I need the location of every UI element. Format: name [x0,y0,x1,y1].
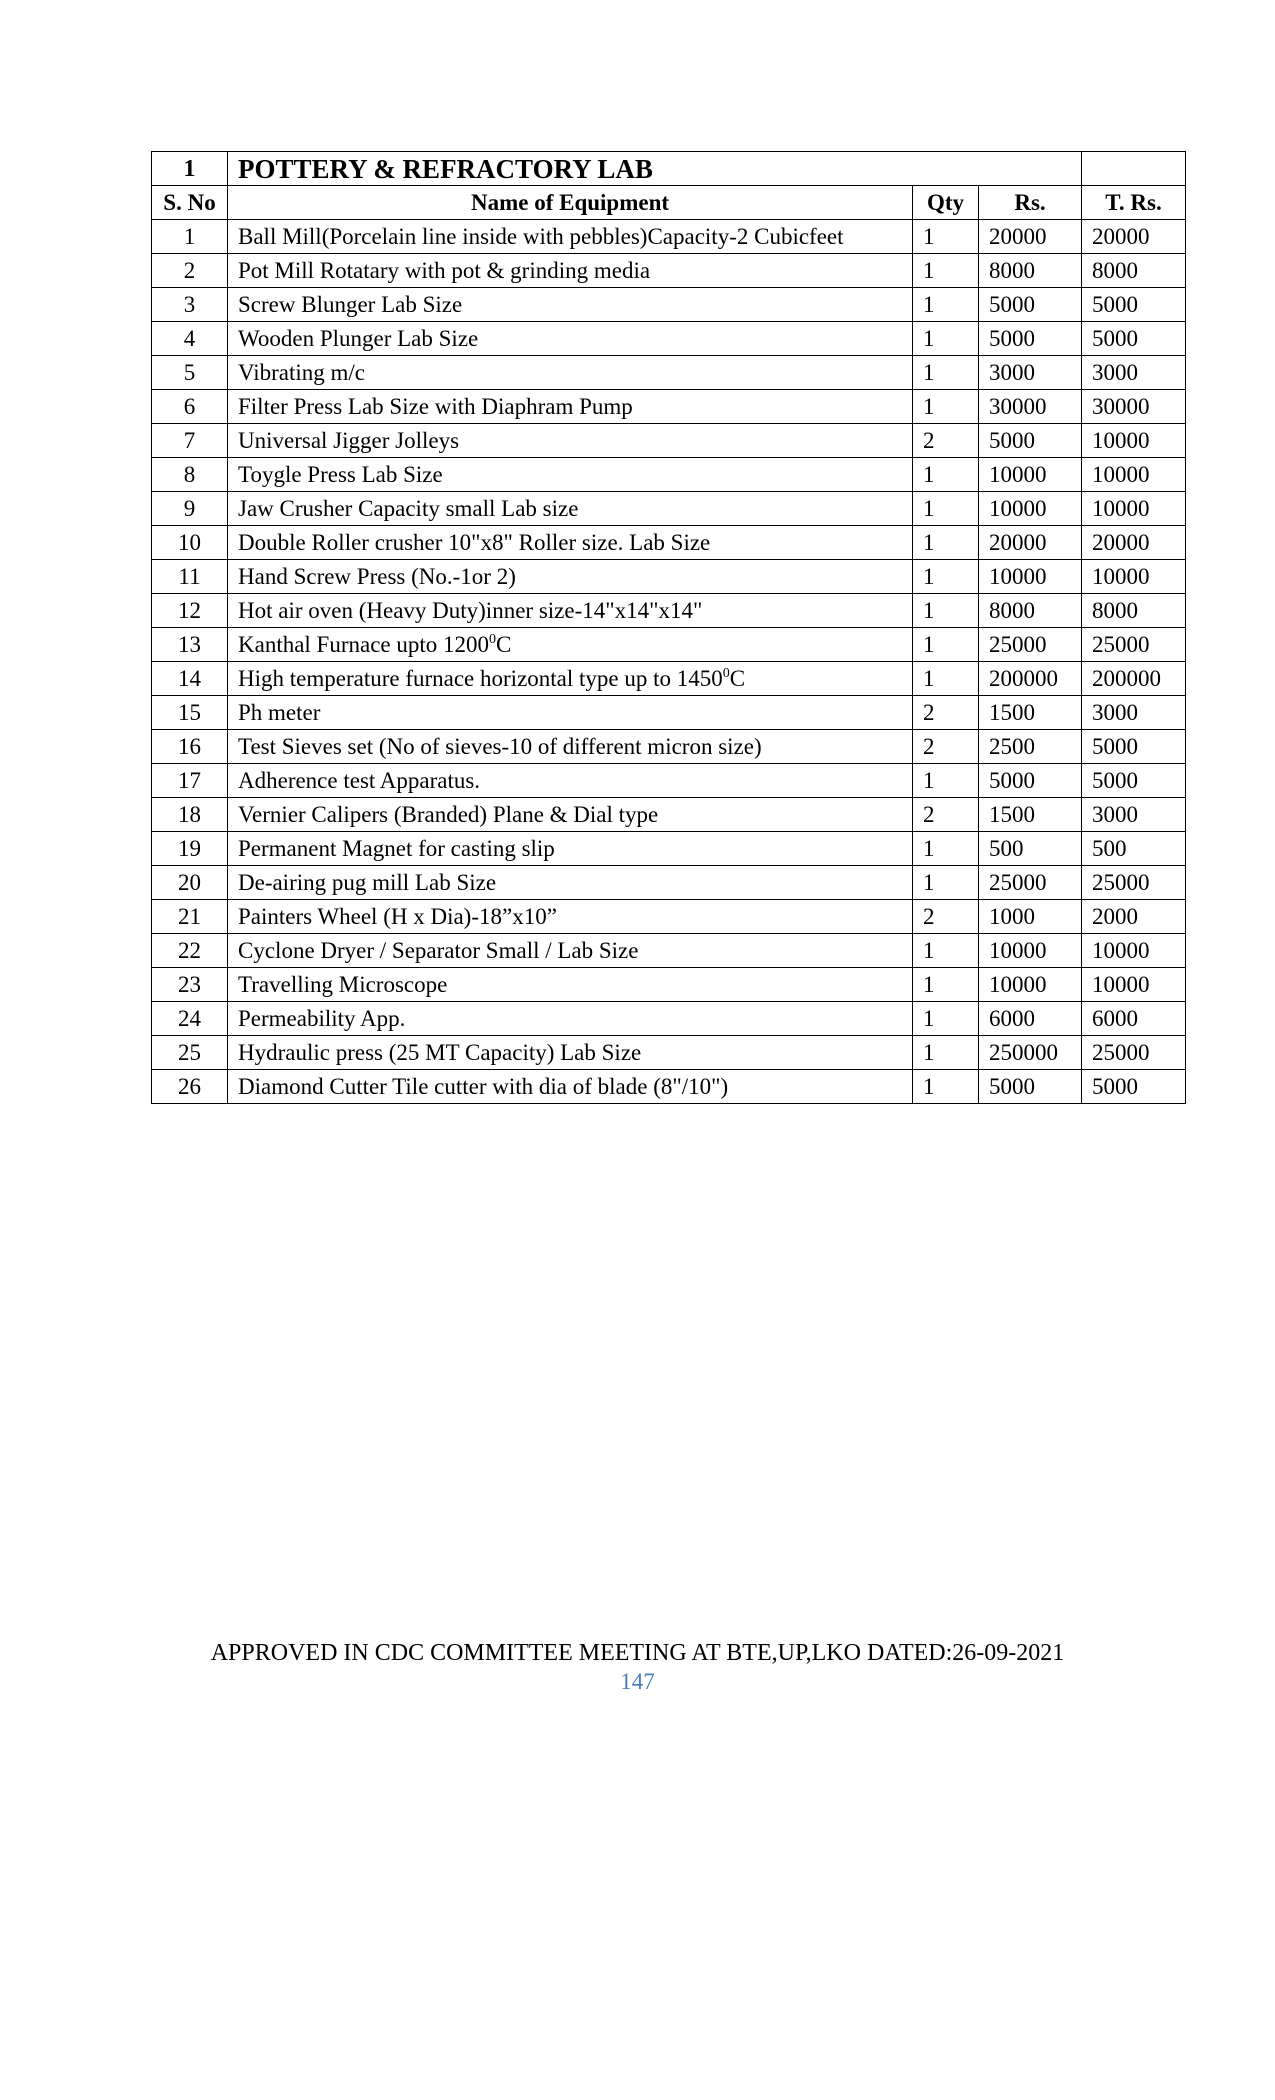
row-total: 8000 [1082,594,1186,628]
row-equipment-name [228,1070,913,1104]
row-qty: 1 [913,458,979,492]
equipment-name-text: De-airing pug mill Lab Size [238,869,497,895]
equipment-name-text: Hot air oven (Heavy Duty)inner size-14"x14"x14" [238,597,703,623]
row-rate: 10000 [979,458,1082,492]
row-total: 200000 [1082,662,1186,696]
row-equipment-name [228,492,913,526]
row-total: 5000 [1082,1070,1186,1104]
row-equipment-name [228,934,913,968]
header-rs: Rs. [979,186,1082,220]
row-qty: 1 [913,1036,979,1070]
row-sno: 3 [152,288,228,322]
row-rate: 500 [979,832,1082,866]
row-qty: 1 [913,1070,979,1104]
table-row [152,866,1186,900]
row-sno: 4 [152,322,228,356]
row-sno: 11 [152,560,228,594]
equipment-name-text: Permanent Magnet for casting slip [238,835,555,861]
row-qty: 1 [913,594,979,628]
table-row [152,254,1186,288]
row-equipment-name [228,594,913,628]
row-rate: 25000 [979,866,1082,900]
row-total: 20000 [1082,526,1186,560]
row-qty: 2 [913,730,979,764]
section-row [152,152,1186,186]
row-total: 3000 [1082,696,1186,730]
equipment-name-text: Toygle Press Lab Size [238,461,443,487]
row-equipment-name [228,832,913,866]
row-qty: 1 [913,288,979,322]
equipment-name-text: Double Roller crusher 10"x8" Roller size. Lab Size [238,529,711,555]
header-row [152,186,1186,220]
section-number: 1 [152,152,228,186]
row-sno: 6 [152,390,228,424]
row-sno: 24 [152,1002,228,1036]
row-sno: 9 [152,492,228,526]
row-sno: 2 [152,254,228,288]
row-rate: 6000 [979,1002,1082,1036]
row-sno: 12 [152,594,228,628]
table-row [152,730,1186,764]
equipment-name-text: Filter Press Lab Size with Diaphram Pump [238,393,633,419]
table-row [152,594,1186,628]
equipment-name-text: Wooden Plunger Lab Size [238,325,479,351]
row-qty: 1 [913,254,979,288]
row-sno: 13 [152,628,228,662]
row-sno: 16 [152,730,228,764]
header-trs: T. Rs. [1082,186,1186,220]
equipment-table [151,151,1186,1104]
row-sno: 22 [152,934,228,968]
section-empty-cell [1082,152,1186,186]
equipment-name-text: Permeability App. [238,1005,406,1031]
row-sno: 19 [152,832,228,866]
row-rate: 1500 [979,798,1082,832]
degree-superscript: 0 [489,631,497,647]
equipment-name-text: Universal Jigger Jolleys [238,427,460,453]
equipment-name-text: Kanthal Furnace upto 1200 [238,631,490,657]
row-rate: 2500 [979,730,1082,764]
row-total: 2000 [1082,900,1186,934]
row-equipment-name [228,628,913,662]
row-total: 5000 [1082,764,1186,798]
row-qty: 1 [913,1002,979,1036]
row-equipment-name [228,526,913,560]
row-qty: 1 [913,866,979,900]
row-qty: 1 [913,764,979,798]
row-qty: 2 [913,696,979,730]
row-total: 10000 [1082,934,1186,968]
row-rate: 5000 [979,322,1082,356]
row-rate: 250000 [979,1036,1082,1070]
equipment-name-text: Screw Blunger Lab Size [238,291,463,317]
table-row [152,662,1186,696]
row-rate: 5000 [979,424,1082,458]
equipment-name-text: Ball Mill(Porcelain line inside with pebbles)Capacity-2 Cubicfeet [238,223,844,249]
row-rate: 10000 [979,934,1082,968]
row-rate: 1500 [979,696,1082,730]
row-qty: 1 [913,832,979,866]
row-equipment-name [228,900,913,934]
equipment-name-text: Jaw Crusher Capacity small Lab size [238,495,579,521]
row-rate: 20000 [979,220,1082,254]
header-name: Name of Equipment [228,186,913,220]
row-qty: 1 [913,662,979,696]
row-equipment-name [228,696,913,730]
row-sno: 7 [152,424,228,458]
equipment-name-text: Vibrating m/c [238,359,366,385]
header-sno: S. No [152,186,228,220]
row-qty: 1 [913,526,979,560]
row-qty: 1 [913,390,979,424]
table-row [152,832,1186,866]
row-qty: 1 [913,356,979,390]
row-rate: 10000 [979,968,1082,1002]
row-sno: 8 [152,458,228,492]
page-number: 147 [620,1669,655,1694]
row-total: 25000 [1082,866,1186,900]
table-row [152,798,1186,832]
unit-suffix: C [729,665,746,691]
row-rate: 8000 [979,594,1082,628]
row-total: 25000 [1082,1036,1186,1070]
row-rate: 5000 [979,288,1082,322]
row-equipment-name [228,968,913,1002]
row-equipment-name [228,322,913,356]
row-total: 10000 [1082,560,1186,594]
row-rate: 20000 [979,526,1082,560]
section-title: POTTERY & REFRACTORY LAB [228,152,1082,186]
table-body [152,220,1186,1104]
table-row [152,458,1186,492]
row-total: 5000 [1082,288,1186,322]
row-total: 10000 [1082,968,1186,1002]
row-equipment-name [228,288,913,322]
row-equipment-name [228,424,913,458]
row-total: 3000 [1082,798,1186,832]
table-row [152,220,1186,254]
row-equipment-name [228,220,913,254]
equipment-name-text: Travelling Microscope [238,971,448,997]
row-equipment-name [228,730,913,764]
row-total: 5000 [1082,730,1186,764]
equipment-name-text: Hand Screw Press (No.-1or 2) [238,563,516,589]
row-rate: 25000 [979,628,1082,662]
row-equipment-name [228,1036,913,1070]
row-qty: 1 [913,968,979,1002]
row-total: 20000 [1082,220,1186,254]
unit-suffix: C [496,631,512,657]
row-total: 10000 [1082,492,1186,526]
row-rate: 10000 [979,492,1082,526]
row-equipment-name [228,254,913,288]
row-rate: 5000 [979,764,1082,798]
row-qty: 1 [913,560,979,594]
row-sno: 25 [152,1036,228,1070]
row-total: 5000 [1082,322,1186,356]
equipment-name-text: Ph meter [238,699,321,725]
row-total: 500 [1082,832,1186,866]
row-sno: 26 [152,1070,228,1104]
row-rate: 200000 [979,662,1082,696]
row-qty: 1 [913,934,979,968]
row-rate: 10000 [979,560,1082,594]
table-row [152,696,1186,730]
row-total: 8000 [1082,254,1186,288]
row-rate: 8000 [979,254,1082,288]
row-total: 25000 [1082,628,1186,662]
row-rate: 1000 [979,900,1082,934]
equipment-name-text: Hydraulic press (25 MT Capacity) Lab Size [238,1039,642,1065]
row-sno: 15 [152,696,228,730]
row-sno: 1 [152,220,228,254]
row-equipment-name [228,798,913,832]
table-row [152,934,1186,968]
row-qty: 2 [913,798,979,832]
row-qty: 1 [913,492,979,526]
row-equipment-name [228,764,913,798]
row-total: 10000 [1082,424,1186,458]
row-qty: 1 [913,322,979,356]
row-sno: 23 [152,968,228,1002]
table-row [152,1070,1186,1104]
row-qty: 2 [913,424,979,458]
equipment-name-text: Test Sieves set (No of sieves-10 of different micron size) [238,733,762,759]
degree-superscript: 0 [722,665,730,681]
table-row [152,424,1186,458]
table-row [152,356,1186,390]
row-sno: 21 [152,900,228,934]
row-rate: 5000 [979,1070,1082,1104]
table-row [152,1036,1186,1070]
row-total: 10000 [1082,458,1186,492]
approval-footer: APPROVED IN CDC COMMITTEE MEETING AT BTE,UP,LKO DATED:26-09-2021 [210,1640,1065,1666]
table-row [152,764,1186,798]
row-qty: 1 [913,628,979,662]
table-row [152,492,1186,526]
equipment-name-text: Vernier Calipers (Branded) Plane & Dial type [238,801,659,827]
equipment-name-text: Pot Mill Rotatary with pot & grinding media [238,257,651,283]
equipment-name-text: Adherence test Apparatus. [238,767,481,793]
table-row [152,526,1186,560]
table-row [152,628,1186,662]
row-qty: 2 [913,900,979,934]
row-equipment-name [228,390,913,424]
equipment-name-text: Cyclone Dryer / Separator Small / Lab Size [238,937,639,963]
table-row [152,1002,1186,1036]
row-equipment-name [228,356,913,390]
table-row [152,288,1186,322]
row-sno: 18 [152,798,228,832]
row-equipment-name [228,866,913,900]
row-rate: 3000 [979,356,1082,390]
table-row [152,560,1186,594]
row-total: 3000 [1082,356,1186,390]
row-sno: 5 [152,356,228,390]
row-sno: 10 [152,526,228,560]
row-equipment-name [228,1002,913,1036]
row-sno: 14 [152,662,228,696]
row-equipment-name [228,662,913,696]
table-row [152,390,1186,424]
row-total: 30000 [1082,390,1186,424]
row-qty: 1 [913,220,979,254]
table-row [152,900,1186,934]
table-row [152,322,1186,356]
header-qty: Qty [913,186,979,220]
row-total: 6000 [1082,1002,1186,1036]
row-rate: 30000 [979,390,1082,424]
table-row [152,968,1186,1002]
equipment-name-text: Diamond Cutter Tile cutter with dia of blade (8"/10") [238,1073,729,1099]
equipment-name-text: Painters Wheel (H x Dia)-18”x10” [238,903,557,929]
row-sno: 20 [152,866,228,900]
row-equipment-name [228,560,913,594]
row-equipment-name [228,458,913,492]
equipment-name-text: High temperature furnace horizontal type up to 1450 [238,665,723,691]
row-sno: 17 [152,764,228,798]
